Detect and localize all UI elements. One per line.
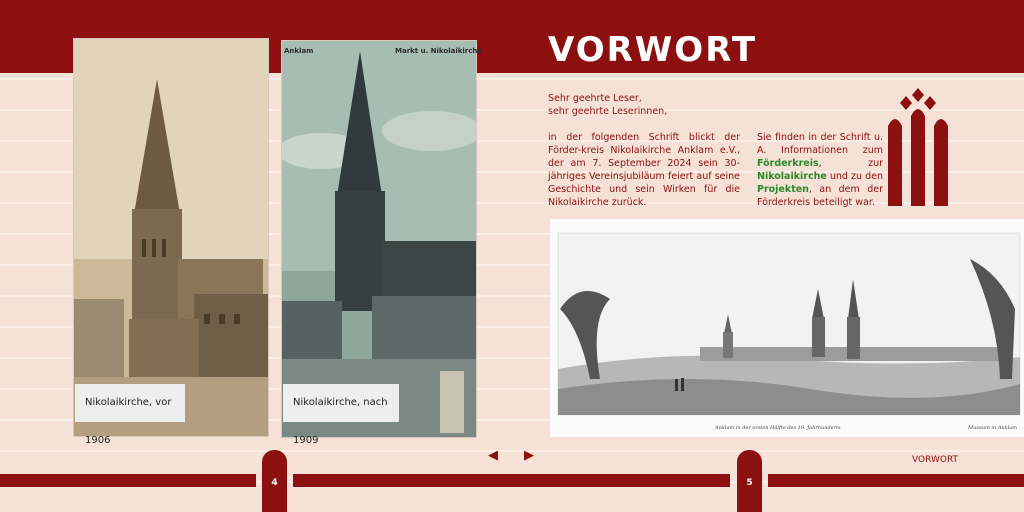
engraving-caption-right: Museum in Anklam [968,425,1018,431]
photo-nikolaikirche-after-1909 [281,40,477,438]
text-column-right [757,131,883,209]
salutation-line: Sehr geehrte Leser, [548,93,642,104]
footer-section-label: VORWORT [912,455,959,465]
link-projekten[interactable]: Projekten [757,184,809,195]
page-number-right: 5 [746,478,753,488]
link-nikolaikirche[interactable]: Nikolaikirche [757,171,827,182]
salutation-line: sehr geehrte Leserinnen, [548,106,668,117]
page-number-left: 4 [271,478,278,488]
footer-bar [293,474,730,487]
church-window-logo-icon [888,88,952,206]
text-run: und zu den [826,171,883,182]
next-page-arrow-icon[interactable]: ▶ [524,448,534,463]
text-run: , zur [818,158,883,169]
engraving-anklam-view [550,219,1024,437]
link-foerderkreis[interactable]: Förderkreis [757,158,819,169]
photo-label-right: Markt u. Nikolaikirche [395,47,483,55]
engraving-caption-left: Anklam in der ersten Hälfte des 19. Jahrhunderts [715,425,841,431]
text-run: Sie finden in der Schrift u. A. Informationen zum [757,132,883,156]
salutation [548,92,748,118]
photo-caption: Nikolaikirche, vor 1906 [75,384,185,422]
prev-page-arrow-icon[interactable]: ◀ [488,448,498,463]
footer-bar [0,474,256,487]
page-title: VORWORT [548,30,758,70]
footer-bar [768,474,1024,487]
photo-label-left: Anklam [284,47,314,55]
text-column-left: in der folgenden Schrift blickt der Förder-kreis Nikolaikirche Anklam e.V., der am 7. September 2024 sein 30-jähriges Vereinsjubiläum feiert auf seine Geschichte und sein Wirken für die Nikolaikirche zurück. [548,132,740,208]
photo-caption: Nikolaikirche, nach 1909 [283,384,399,422]
text-run: , an dem der Förderkreis beteiligt war. [757,184,883,208]
photo-nikolaikirche-before-1906 [73,38,269,437]
